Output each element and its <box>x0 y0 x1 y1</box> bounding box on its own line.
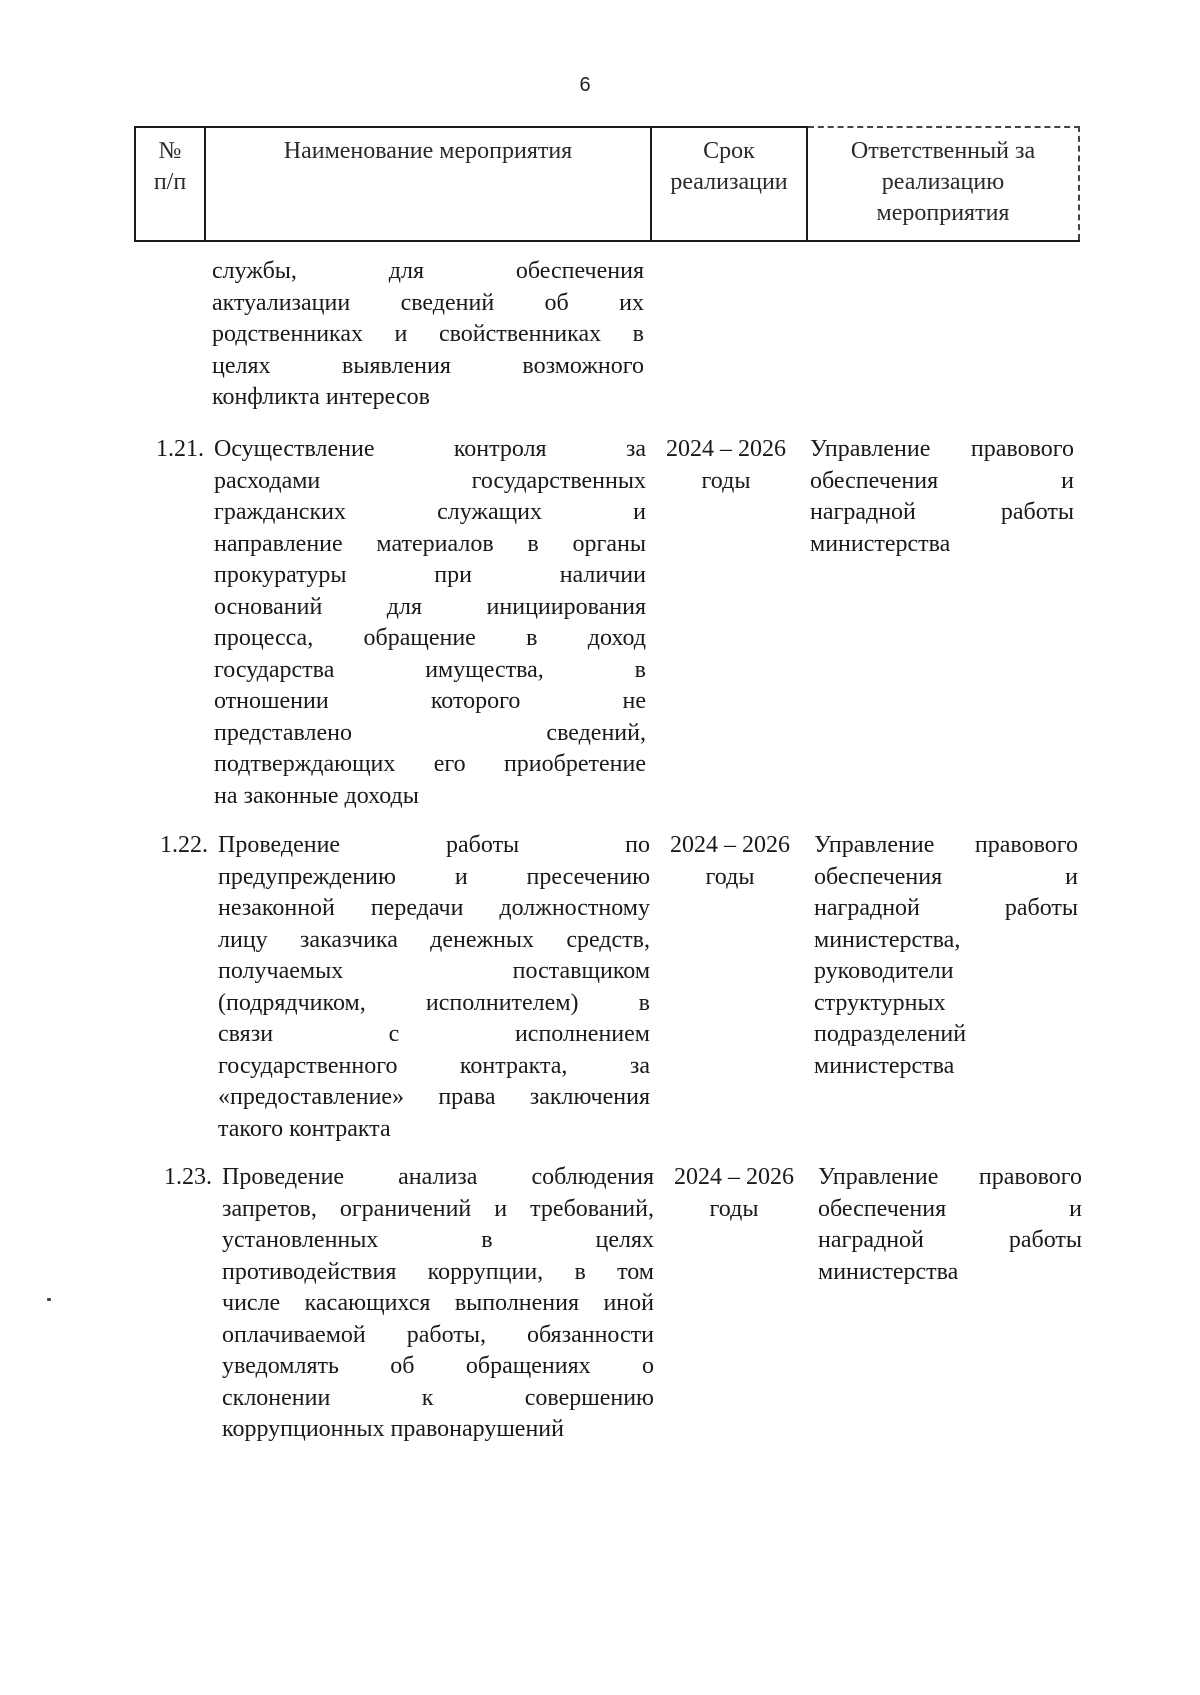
row-responsible <box>810 434 1074 560</box>
row-number: 1.22. <box>160 832 208 858</box>
responsible-line: обеспечения и <box>818 1195 1082 1222</box>
header-name-label: Наименование мероприятия <box>283 138 573 164</box>
row-responsible <box>814 830 1078 1082</box>
responsible-line: обеспечения и <box>810 467 1074 494</box>
description-line: склонении к совершению <box>222 1384 654 1411</box>
term-line: 2024 – 2026 <box>670 832 790 858</box>
description-line: отношении которого не <box>214 688 646 714</box>
responsible-line: Управление правового <box>818 1164 1082 1190</box>
description-line: запретов, ограничений и требований, <box>222 1195 654 1222</box>
description-line: целях выявления возможного <box>212 352 644 379</box>
description-line: гражданских служащих и <box>214 499 646 525</box>
term-line: 2024 – 2026 <box>674 1164 794 1190</box>
description-line: такого контракта <box>218 1115 391 1142</box>
responsible-line: наградной работы <box>818 1227 1082 1253</box>
term-line: годы <box>701 467 751 494</box>
scan-speck <box>47 1298 51 1301</box>
description-line: родственниках и свойственниках в <box>212 321 644 347</box>
row-description <box>222 1162 654 1446</box>
header-responsible-label-line: Ответственный за <box>850 138 1036 164</box>
description-line: незаконной передачи должностному <box>218 895 650 921</box>
row-term <box>656 434 796 497</box>
responsible-line: структурных <box>814 989 946 1016</box>
description-line: числе касающихся выполнения иной <box>222 1290 654 1316</box>
description-line: на законные доходы <box>214 782 419 809</box>
row-responsible <box>818 1162 1082 1288</box>
header-term-label-line: Срок <box>703 138 755 164</box>
description-line: установленных в целях <box>222 1227 654 1253</box>
term-line: годы <box>709 1195 759 1222</box>
description-line: лицу заказчика денежных средств, <box>218 926 650 953</box>
description-line: предупреждению и пресечению <box>218 863 650 890</box>
description-line: службы, для обеспечения <box>212 258 644 284</box>
responsible-line: подразделений <box>814 1021 967 1047</box>
description-line: связи с исполнением <box>218 1021 650 1047</box>
description-line: подтверждающих его приобретение <box>214 751 646 777</box>
description-line: (подрядчиком, исполнителем) в <box>218 989 650 1016</box>
responsible-line: обеспечения и <box>814 863 1078 890</box>
header-responsible-label-line: мероприятия <box>876 200 1010 226</box>
header-term-label-line: реализации <box>670 169 788 195</box>
description-line: направление материалов в органы <box>214 530 646 557</box>
responsible-line: Управление правового <box>814 832 1078 858</box>
responsible-line: министерства <box>810 530 951 557</box>
responsible-line: министерства <box>818 1258 959 1285</box>
responsible-line: министерства, <box>814 926 961 953</box>
header-number-label-line: п/п <box>153 169 187 195</box>
description-line: актуализации сведений об их <box>212 289 644 316</box>
row-description <box>214 434 646 812</box>
description-line: Проведение работы по <box>218 832 650 858</box>
responsible-line: наградной работы <box>810 499 1074 525</box>
description-line: государства имущества, в <box>214 656 646 683</box>
description-line: коррупционных правонарушений <box>222 1416 564 1442</box>
description-line: «предоставление» права заключения <box>218 1084 650 1110</box>
responsible-line: Управление правового <box>810 436 1074 462</box>
row-number: 1.21. <box>156 436 204 462</box>
row-term <box>660 830 800 893</box>
description-line: оснований для инициирования <box>214 593 646 620</box>
description-line: конфликта интересов <box>212 384 430 410</box>
description-line: процесса, обращение в доход <box>214 625 646 651</box>
responsible-line: наградной работы <box>814 895 1078 921</box>
description-line: государственного контракта, за <box>218 1052 650 1079</box>
responsible-line: министерства <box>814 1052 955 1079</box>
continuation-description <box>212 256 644 414</box>
description-line: расходами государственных <box>214 467 646 494</box>
description-line: противодействия коррупции, в том <box>222 1258 654 1285</box>
description-line: оплачиваемой работы, обязанности <box>222 1321 654 1348</box>
description-line: получаемых поставщиком <box>218 958 650 984</box>
row-description <box>218 830 650 1145</box>
row-term <box>664 1162 804 1225</box>
header-number-label-line: № <box>158 138 182 164</box>
header-responsible-label-line: реализацию <box>881 169 1005 195</box>
term-line: 2024 – 2026 <box>666 436 786 462</box>
description-line: прокуратуры при наличии <box>214 562 646 588</box>
page-number: 6 <box>579 74 591 96</box>
description-line: представлено сведений, <box>214 719 646 746</box>
row-number: 1.23. <box>164 1164 212 1190</box>
description-line: Осуществление контроля за <box>214 436 646 462</box>
description-line: уведомлять об обращениях о <box>222 1353 654 1379</box>
term-line: годы <box>705 863 755 890</box>
description-line: Проведение анализа соблюдения <box>222 1164 654 1190</box>
responsible-line: руководители <box>814 958 954 984</box>
